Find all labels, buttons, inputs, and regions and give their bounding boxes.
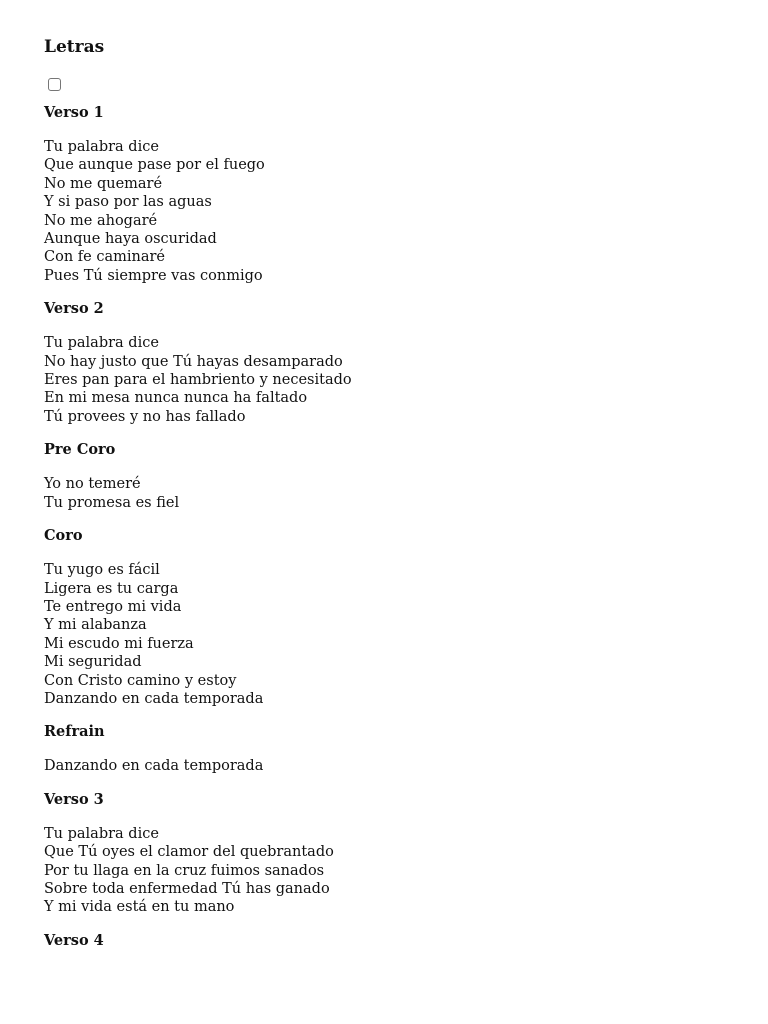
- lyric-line: Pues Tú siempre vas conmigo: [44, 267, 263, 284]
- section-heading: Coro: [44, 527, 83, 545]
- lyric-line: Te entrego mi vida: [44, 598, 182, 615]
- lyric-line: Por tu llaga en la cruz fuimos sanados: [44, 862, 325, 879]
- section-heading: Verso 4: [44, 931, 104, 949]
- lyric-line: No me quemaré: [44, 175, 163, 192]
- lyrics-section: [44, 791, 724, 917]
- lyric-line: Mi escudo mi fuerza: [44, 635, 194, 652]
- lyric-line: Y mi vida está en tu mano: [44, 899, 235, 916]
- lyric-line: Aunque haya oscuridad: [44, 231, 217, 248]
- lyric-lines: [44, 825, 724, 917]
- section-heading: Refrain: [44, 723, 105, 741]
- lyric-line: No hay justo que Tú hayas desamparado: [44, 353, 343, 370]
- lyric-line: Que Tú oyes el clamor del quebrantado: [44, 844, 334, 861]
- lyric-lines: [44, 561, 724, 708]
- lyric-lines: [44, 757, 724, 775]
- section-heading: Pre Coro: [44, 441, 116, 459]
- checkbox-row: [44, 76, 724, 92]
- lyrics-section: [44, 932, 724, 950]
- lyric-line: Y mi alabanza: [44, 617, 147, 634]
- lyric-line: Eres pan para el hambriento y necesitado: [44, 372, 352, 389]
- lyric-line: Tu yugo es fácil: [44, 562, 160, 579]
- lyric-line: Que aunque pase por el fuego: [44, 157, 265, 174]
- lyric-line: Danzando en cada temporada: [44, 758, 264, 775]
- lyric-line: Ligera es tu carga: [44, 580, 179, 597]
- lyrics-section: [44, 300, 724, 426]
- lyric-lines: [44, 138, 724, 285]
- page-title: Letras: [44, 37, 105, 57]
- lyric-line: Tu palabra dice: [44, 825, 159, 842]
- lyric-line: Con Cristo camino y estoy: [44, 672, 237, 689]
- lyric-line: Tu palabra dice: [44, 335, 159, 352]
- lyrics-section: [44, 104, 724, 285]
- lyric-line: Mi seguridad: [44, 654, 142, 671]
- lyric-line: Sobre toda enfermedad Tú has ganado: [44, 880, 330, 897]
- checkbox[interactable]: [48, 78, 61, 91]
- lyric-line: En mi mesa nunca nunca ha faltado: [44, 390, 308, 407]
- section-heading: Verso 3: [44, 790, 104, 808]
- lyric-line: Tu promesa es fiel: [44, 494, 180, 511]
- lyrics-section: [44, 723, 724, 775]
- lyrics-section: [44, 527, 724, 708]
- lyric-line: Tú provees y no has fallado: [44, 408, 246, 425]
- lyric-lines: [44, 475, 724, 512]
- lyric-line: No me ahogaré: [44, 212, 158, 229]
- section-heading: Verso 1: [44, 104, 104, 121]
- lyric-lines: [44, 334, 724, 426]
- lyric-line: Yo no temeré: [44, 476, 141, 493]
- lyric-line: Danzando en cada temporada: [44, 690, 264, 707]
- lyric-line: Y si paso por las aguas: [44, 194, 212, 211]
- lyric-line: Con fe caminaré: [44, 249, 165, 266]
- lyric-line: Tu palabra dice: [44, 139, 159, 155]
- section-heading: Verso 2: [44, 300, 104, 318]
- lyrics-sections: [44, 104, 724, 950]
- lyrics-section: [44, 441, 724, 512]
